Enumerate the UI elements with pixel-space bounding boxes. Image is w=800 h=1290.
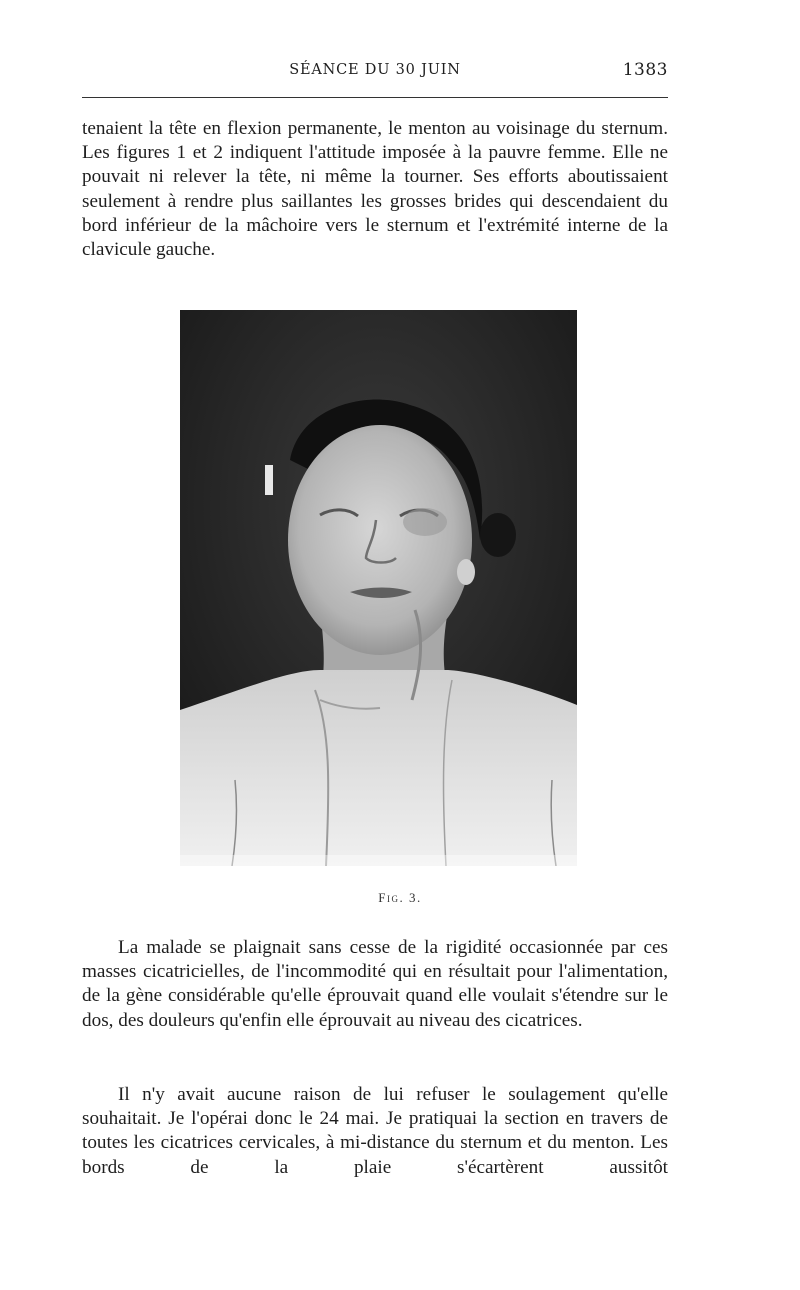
portrait-photo [180,310,577,866]
paragraph-continued: tenaient la tête en flexion permanente, le menton au voisinage du sternum. Les figures 1 et 2 indiquent l'attitude imposée à la pauvre femme. Elle ne pouvait ni relever la tête, ni même la tourner. Ses efforts aboutissaient seulement à rendre plus saillantes les grosses brides qui descendaient du bord inférieur de la mâchoire vers le sternum et l'extrémité interne de la clavicule gauche. [82,118,668,261]
figure-caption: Fig. 3. [378,890,422,905]
header-rule [82,97,668,98]
figure-photograph [180,310,577,866]
page-number: 1383 [622,60,668,80]
running-title: SÉANCE DU 30 JUIN [289,62,461,78]
paragraph: Il n'y avait aucune raison de lui refuser le soulagement qu'elle souhaitait. Je l'opérai donc le 24 mai. Je pratiquai la section en travers de toutes les cicatrices cervicales, à mi-distance du sternum et du menton. Les bords de la plaie s'écartèrent aussitôt [82,1084,668,1178]
page-header [82,58,668,88]
paragraph: La malade se plaignait sans cesse de la rigidité occasionnée par ces masses cicatricielles, de l'incommodité qui en résultait pour l'alimentation, de la gène considérable qu'elle éprouvait quand elle voulait s'étendre sur le dos, des douleurs qu'enfin elle éprouvait au niveau des cicatrices. [82,937,668,1031]
